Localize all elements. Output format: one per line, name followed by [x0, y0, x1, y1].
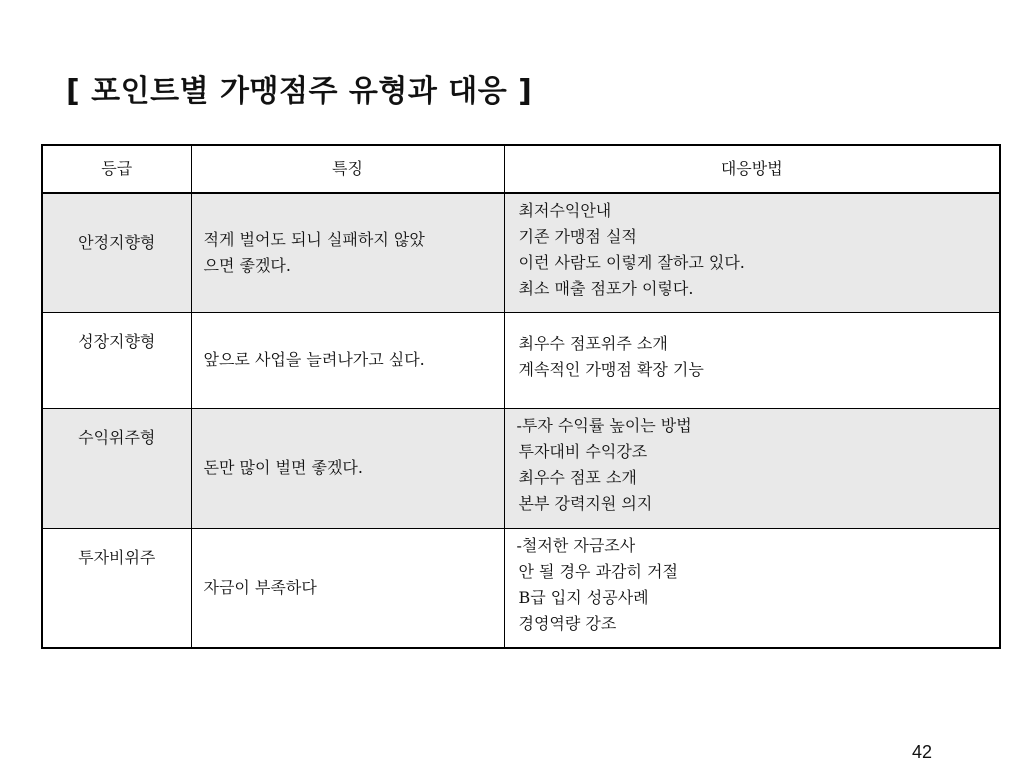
- response-line: 계속적인 가맹점 확장 기능: [518, 359, 704, 379]
- response-line: 투자대비 수익강조: [518, 441, 648, 461]
- response-cell: [504, 193, 1000, 312]
- response-line: -철저한 자금조사: [516, 535, 636, 555]
- feature-line: 으면 좋겠다.: [203, 255, 291, 275]
- feature-line: 적게 벌어도 되니 실패하지 않았: [203, 229, 425, 249]
- response-line: 안 될 경우 과감히 거절: [518, 561, 678, 581]
- table-row: [42, 193, 1000, 312]
- feature-line: 돈만 많이 벌면 좋겠다.: [203, 458, 363, 477]
- feature-line: 앞으로 사업을 늘려나가고 싶다.: [203, 350, 425, 369]
- response-line: 최저수익안내: [518, 201, 612, 220]
- response-line: 본부 강력지원 의지: [518, 493, 653, 513]
- response-line: 최우수 점포위주 소개: [518, 333, 668, 353]
- grade-cell: 안정지향형: [42, 193, 191, 312]
- grade-cell: 성장지향형: [42, 312, 191, 408]
- feature-cell: [191, 312, 504, 408]
- feature-cell: [191, 408, 504, 528]
- response-line: -투자 수익률 높이는 방법: [516, 415, 692, 435]
- franchisee-type-table: [41, 144, 1001, 649]
- header-feature: 특징: [191, 145, 504, 193]
- feature-line: 자금이 부족하다: [203, 577, 317, 597]
- response-line: 이런 사람도 이렇게 잘하고 있다.: [518, 253, 745, 272]
- page-number: 42: [912, 742, 933, 762]
- response-line: B급 입지 성공사례: [518, 587, 649, 607]
- feature-cell: [191, 193, 504, 312]
- header-grade: 등급: [42, 145, 191, 193]
- table-header-row: [42, 145, 1000, 193]
- response-line: 경영역량 강조: [518, 613, 617, 633]
- response-cell: [504, 408, 1000, 528]
- grade-cell: 수익위주형: [42, 408, 191, 528]
- response-line: 최우수 점포 소개: [518, 467, 637, 487]
- table-row: [42, 312, 1000, 408]
- response-line: 기존 가맹점 실적: [518, 227, 637, 246]
- table-row: [42, 528, 1000, 648]
- feature-cell: [191, 528, 504, 648]
- response-cell: [504, 528, 1000, 648]
- response-line: 최소 매출 점포가 이렇다.: [518, 279, 694, 298]
- response-cell: [504, 312, 1000, 408]
- table-row: [42, 408, 1000, 528]
- grade-cell: 투자비위주: [42, 528, 191, 648]
- slide-title: [ 포인트별 가맹점주 유형과 대응 ]: [66, 74, 533, 109]
- header-response: 대응방법: [504, 145, 1000, 193]
